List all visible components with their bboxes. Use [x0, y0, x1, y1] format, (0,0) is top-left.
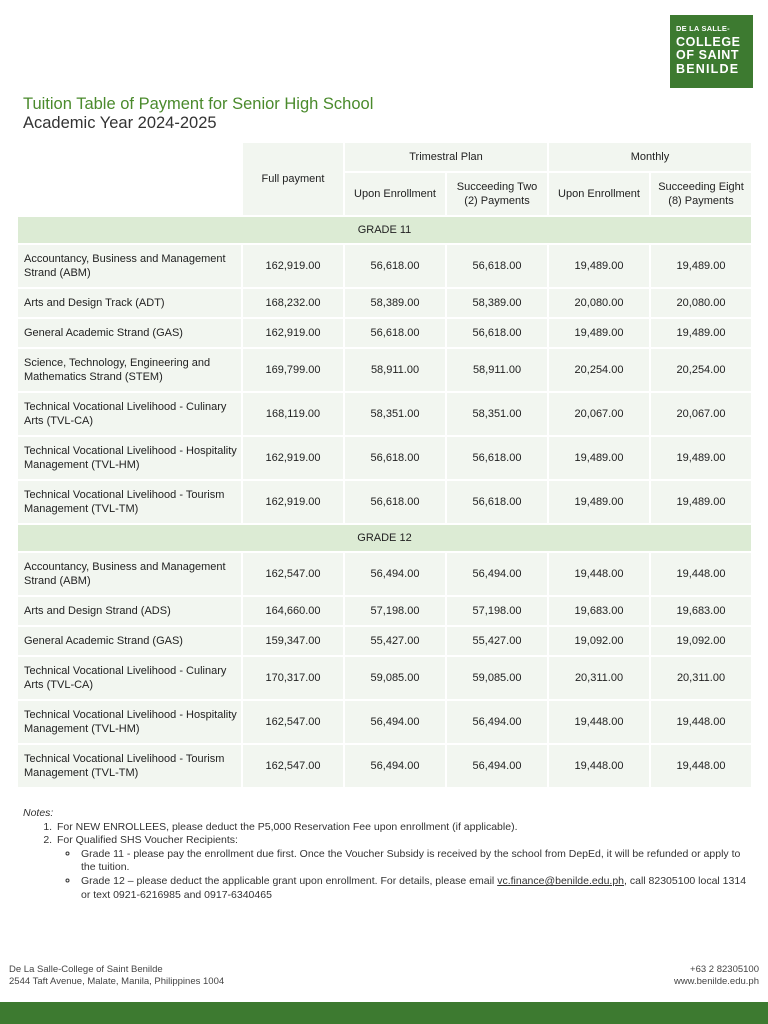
logo-line-2: COLLEGE	[676, 34, 741, 49]
trimestral-enrollment-cell: 59,085.00	[345, 657, 445, 699]
trimestral-enrollment-cell: 58,351.00	[345, 393, 445, 435]
grade-row	[18, 217, 751, 243]
monthly-succeeding-cell: 20,067.00	[651, 393, 751, 435]
trimestral-succeeding-cell: 58,911.00	[447, 349, 547, 391]
trimestral-enrollment-cell: 58,389.00	[345, 289, 445, 317]
monthly-enrollment-cell: 19,489.00	[549, 481, 649, 523]
page-subtitle: Academic Year 2024-2025	[23, 114, 217, 132]
grade-row	[18, 525, 751, 551]
full-payment-cell: 164,660.00	[243, 597, 343, 625]
table-row	[18, 657, 751, 699]
header-monthly: Monthly	[549, 143, 751, 171]
note-1-text: For NEW ENROLLEES, please deduct the P5,000 Reservation Fee upon enrollment (if applicable).	[57, 820, 518, 833]
footer-address-block	[9, 964, 224, 987]
trimestral-enrollment-cell: 56,494.00	[345, 553, 445, 595]
monthly-enrollment-cell: 19,448.00	[549, 553, 649, 595]
trimestral-enrollment-cell: 56,494.00	[345, 701, 445, 743]
footer-website[interactable]: www.benilde.edu.ph	[673, 975, 759, 987]
monthly-enrollment-cell: 19,448.00	[549, 745, 649, 787]
note-2-text: For Qualified SHS Voucher Recipients:	[57, 834, 238, 847]
strand-name-cell: Technical Vocational Livelihood - Culinary Arts (TVL-CA)	[18, 393, 241, 435]
notes-label: Notes:	[23, 807, 54, 819]
footer-bar	[0, 1002, 768, 1024]
header-trimestral-plan: Trimestral Plan	[345, 143, 547, 171]
monthly-succeeding-cell: 20,254.00	[651, 349, 751, 391]
monthly-succeeding-cell: 19,092.00	[651, 627, 751, 655]
monthly-enrollment-cell: 19,489.00	[549, 437, 649, 479]
monthly-enrollment-cell: 19,448.00	[549, 701, 649, 743]
monthly-succeeding-cell: 19,489.00	[651, 437, 751, 479]
strand-name-cell: Technical Vocational Livelihood - Tourism Management (TVL-TM)	[18, 745, 241, 787]
full-payment-cell: 162,547.00	[243, 701, 343, 743]
monthly-enrollment-cell: 20,311.00	[549, 657, 649, 699]
trimestral-enrollment-cell: 56,618.00	[345, 245, 445, 287]
trimestral-succeeding-cell: 56,494.00	[447, 553, 547, 595]
trimestral-succeeding-cell: 56,618.00	[447, 319, 547, 347]
logo-line-3: OF SAINT	[676, 48, 740, 62]
full-payment-cell: 162,919.00	[243, 481, 343, 523]
monthly-succeeding-cell: 19,448.00	[651, 553, 751, 595]
trimestral-succeeding-cell: 59,085.00	[447, 657, 547, 699]
full-payment-cell: 162,919.00	[243, 245, 343, 287]
strand-name-cell: Accountancy, Business and Management Strand (ABM)	[18, 245, 241, 287]
note-item	[55, 821, 748, 835]
trimestral-enrollment-cell: 57,198.00	[345, 597, 445, 625]
trimestral-succeeding-cell: 56,494.00	[447, 745, 547, 787]
table-row	[18, 745, 751, 787]
full-payment-cell: 168,232.00	[243, 289, 343, 317]
monthly-succeeding-cell: 19,448.00	[651, 745, 751, 787]
footer-contact-block	[674, 964, 759, 987]
footer-phone: +63 2 82305100	[690, 964, 759, 975]
monthly-enrollment-cell: 19,489.00	[549, 319, 649, 347]
trimestral-succeeding-cell: 56,494.00	[447, 701, 547, 743]
monthly-succeeding-cell: 19,448.00	[651, 701, 751, 743]
notes-list	[23, 821, 748, 903]
table-row	[18, 701, 751, 743]
monthly-succeeding-cell: 19,489.00	[651, 245, 751, 287]
trimestral-succeeding-cell: 56,618.00	[447, 245, 547, 287]
full-payment-cell: 168,119.00	[243, 393, 343, 435]
full-payment-cell: 162,919.00	[243, 319, 343, 347]
footer-college-name: De La Salle-College of Saint Benilde	[9, 964, 163, 975]
note-2-sub-1: ◦ Grade 11 - please pay the enrollment due first. Once the Voucher Subsidy is received by the school from DepEd, it will be refunded or apply to the tuition.	[79, 848, 748, 875]
notes-section	[23, 807, 748, 902]
monthly-enrollment-cell: 19,092.00	[549, 627, 649, 655]
monthly-succeeding-cell: 20,080.00	[651, 289, 751, 317]
strand-name-cell: Technical Vocational Livelihood - Tourism Management (TVL-TM)	[18, 481, 241, 523]
monthly-succeeding-cell: 19,489.00	[651, 481, 751, 523]
full-payment-cell: 162,919.00	[243, 437, 343, 479]
trimestral-enrollment-cell: 56,618.00	[345, 481, 445, 523]
monthly-succeeding-cell: 19,683.00	[651, 597, 751, 625]
note-2-sub-2-text: Grade 12 – please deduct the applicable grant upon enrollment. For details, please email	[81, 874, 498, 887]
trimestral-succeeding-cell: 58,351.00	[447, 393, 547, 435]
full-payment-cell: 169,799.00	[243, 349, 343, 391]
note-2-sublist	[57, 848, 748, 902]
logo-line-1: DE LA SALLE-	[676, 24, 730, 33]
header-monthly-upon-enrollment: Upon Enrollment	[549, 173, 649, 215]
monthly-enrollment-cell: 19,683.00	[549, 597, 649, 625]
table-row	[18, 597, 751, 625]
monthly-enrollment-cell: 20,254.00	[549, 349, 649, 391]
header-monthly-succeeding-eight: Succeeding Eight (8) Payments	[651, 173, 751, 215]
strand-name-cell: Arts and Design Strand (ADS)	[18, 597, 241, 625]
note-2-sub-2-contacts: , call 82305100 local 1314 or text 0921-6216985 and 0917-6340465	[81, 874, 747, 901]
page-title: Tuition Table of Payment for Senior High School	[23, 95, 374, 113]
trimestral-succeeding-cell: 56,618.00	[447, 437, 547, 479]
trimestral-succeeding-cell: 56,618.00	[447, 481, 547, 523]
table-row	[18, 319, 751, 347]
trimestral-enrollment-cell: 58,911.00	[345, 349, 445, 391]
strand-name-cell: Science, Technology, Engineering and Mathematics Strand (STEM)	[18, 349, 241, 391]
monthly-enrollment-cell: 19,489.00	[549, 245, 649, 287]
trimestral-succeeding-cell: 58,389.00	[447, 289, 547, 317]
strand-name-cell: Technical Vocational Livelihood - Hospitality Management (TVL-HM)	[18, 701, 241, 743]
monthly-enrollment-cell: 20,067.00	[549, 393, 649, 435]
trimestral-enrollment-cell: 56,494.00	[345, 745, 445, 787]
strand-name-cell: Arts and Design Track (ADT)	[18, 289, 241, 317]
strand-name-cell: General Academic Strand (GAS)	[18, 627, 241, 655]
grade-heading: GRADE 11	[18, 217, 751, 243]
header-trimestral-succeeding-two: Succeeding Two (2) Payments	[447, 173, 547, 215]
strand-name-cell: Technical Vocational Livelihood - Hospitality Management (TVL-HM)	[18, 437, 241, 479]
table-row	[18, 627, 751, 655]
grade-heading: GRADE 12	[18, 525, 751, 551]
finance-email-link[interactable]: vc.finance@benilde.edu.ph	[497, 874, 625, 887]
table-row	[18, 437, 751, 479]
table-row	[18, 349, 751, 391]
full-payment-cell: 162,547.00	[243, 553, 343, 595]
header-trimestral-upon-enrollment: Upon Enrollment	[345, 173, 445, 215]
strand-name-cell: Accountancy, Business and Management Strand (ABM)	[18, 553, 241, 595]
table-row	[18, 393, 751, 435]
monthly-succeeding-cell: 19,489.00	[651, 319, 751, 347]
full-payment-cell: 170,317.00	[243, 657, 343, 699]
strand-name-cell: General Academic Strand (GAS)	[18, 319, 241, 347]
note-2-sub-2	[79, 875, 748, 902]
footer-address: 2544 Taft Avenue, Malate, Manila, Philippines 1004	[9, 975, 225, 987]
header-full-payment: Full payment	[243, 143, 343, 215]
trimestral-enrollment-cell: 56,618.00	[345, 319, 445, 347]
trimestral-enrollment-cell: 56,618.00	[345, 437, 445, 479]
college-logo	[670, 15, 753, 88]
monthly-enrollment-cell: 20,080.00	[549, 289, 649, 317]
tuition-table-body	[18, 217, 751, 787]
table-row	[18, 553, 751, 595]
table-row	[18, 245, 751, 287]
header-blank-cell	[18, 173, 241, 215]
header-blank-cell	[18, 143, 241, 171]
trimestral-succeeding-cell: 57,198.00	[447, 597, 547, 625]
strand-name-cell: Technical Vocational Livelihood - Culinary Arts (TVL-CA)	[18, 657, 241, 699]
trimestral-succeeding-cell: 55,427.00	[447, 627, 547, 655]
monthly-succeeding-cell: 20,311.00	[651, 657, 751, 699]
tuition-table	[16, 141, 753, 789]
full-payment-cell: 159,347.00	[243, 627, 343, 655]
note-item	[55, 834, 748, 902]
table-row	[18, 289, 751, 317]
trimestral-enrollment-cell: 55,427.00	[345, 627, 445, 655]
full-payment-cell: 162,547.00	[243, 745, 343, 787]
table-row	[18, 481, 751, 523]
logo-line-4: BENILDE	[676, 61, 740, 76]
